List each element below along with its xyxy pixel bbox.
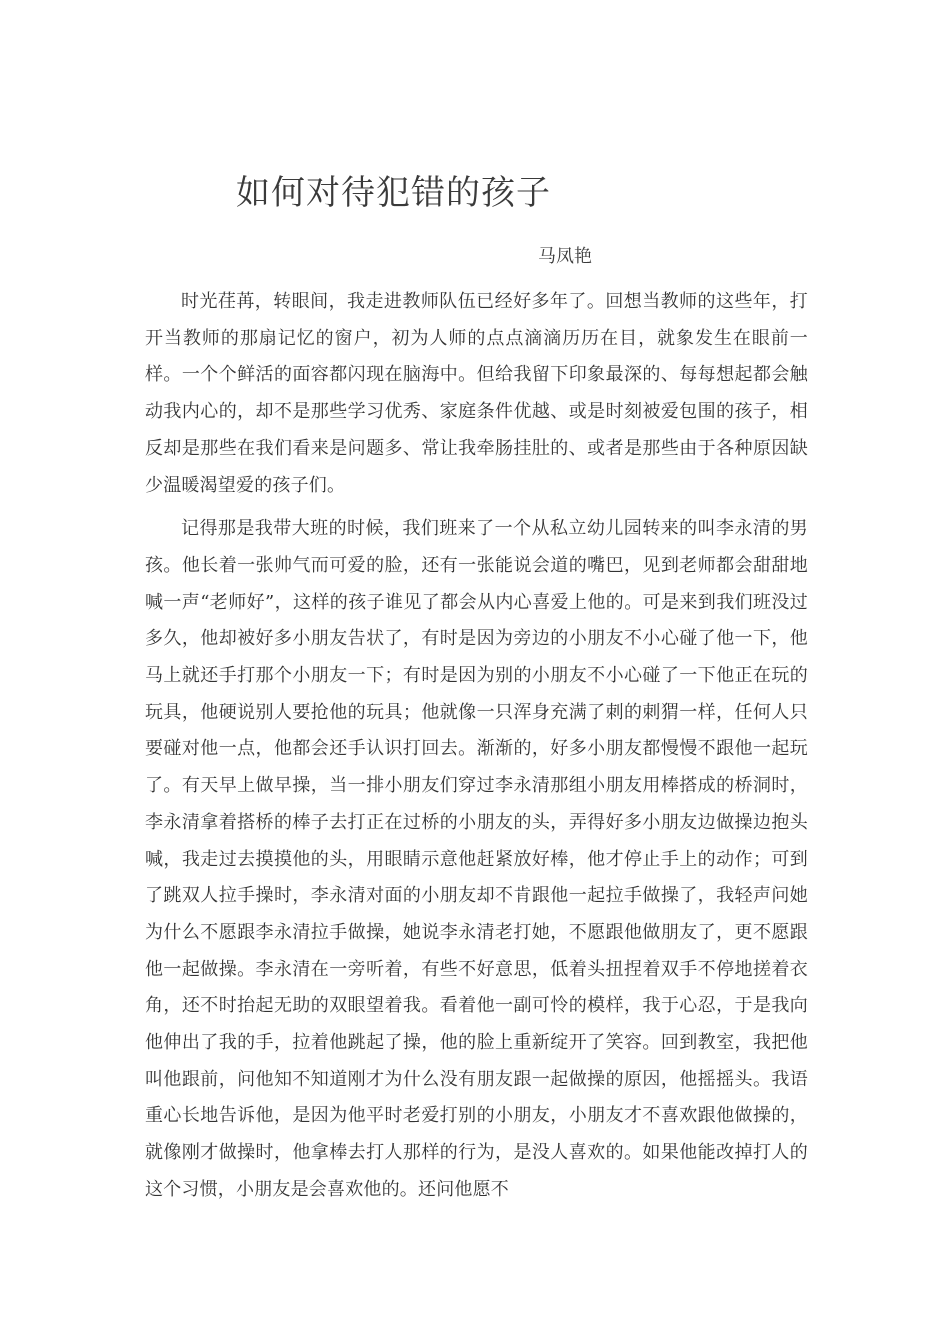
author-name: 马凤艳	[538, 246, 592, 267]
paragraph-1: 时光荏苒，转眼间，我走进教师队伍已经好多年了。回想当教师的这些年，打开当教师的那扇记忆的窗户，初为人师的点点滴滴历历在目，就象发生在眼前一样。一个个鲜活的面容都闪现在脑海中。但给我留下印象最深的、每每想起都会触动我内心的，却不是那些学习优秀、家庭条件优越、或是时刻被爱包围的孩子，相反却是那些在我们看来是问题多、常让我牵肠挂肚的、或者是那些由于各种原因缺少温暖渴望爱的孩子们。	[145, 291, 808, 496]
paragraph-2: 记得那是我带大班的时候，我们班来了一个从私立幼儿园转来的叫李永清的男孩。他长着一张帅气而可爱的脸，还有一张能说会道的嘴巴，见到老师都会甜甜地喊一声“老师好”，这样的孩子谁见了都会从内心喜爱上他的。可是来到我们班没过多久，他却被好多小朋友告状了，有时是因为旁边的小朋友不小心碰了他一下，他马上就还手打那个小朋友一下；有时是因为别的小朋友不小心碰了一下他正在玩的玩具，他硬说别人要抢他的玩具；他就像一只浑身充满了刺的刺猬一样，任何人只要碰对他一点，他都会还手认识打回去。渐渐的，好多小朋友都慢慢不跟他一起玩了。有天早上做早操，当一排小朋友们穿过李永清那组小朋友用棒搭成的桥洞时，李永清拿着搭桥的棒子去打正在过桥的小朋友的头，弄得好多小朋友边做操边抱头喊，我走过去摸摸他的头，用眼睛示意他赶紧放好棒，他才停止手上的动作；可到了跳双人拉手操时，李永清对面的小朋友却不肯跟他一起拉手做操了，我轻声问她为什么不愿跟李永清拉手做操，她说李永清老打她，不愿跟他做朋友了，更不愿跟他一起做操。李永清在一旁听着，有些不好意思，低着头扭捏着双手不停地搓着衣角，还不时抬起无助的双眼望着我。看着他一副可怜的模样，我于心忍，于是我向他伸出了我的手，拉着他跳起了操，他的脸上重新绽开了笑容。回到教室，我把他叫他跟前，问他知不知道刚才为什么没有朋友跟一起做操的原因，他摇摇头。我语重心长地告诉他，是因为他平时老爱打别的小朋友，小朋友才不喜欢跟他做操的，就像刚才做操时，他拿棒去打人那样的行为，是没人喜欢的。如果他能改掉打人的这个习惯，小朋友是会喜欢他的。还问他愿不	[145, 518, 808, 1200]
document-title: 如何对待犯错的孩子	[236, 173, 551, 213]
document-body	[145, 284, 808, 1216]
